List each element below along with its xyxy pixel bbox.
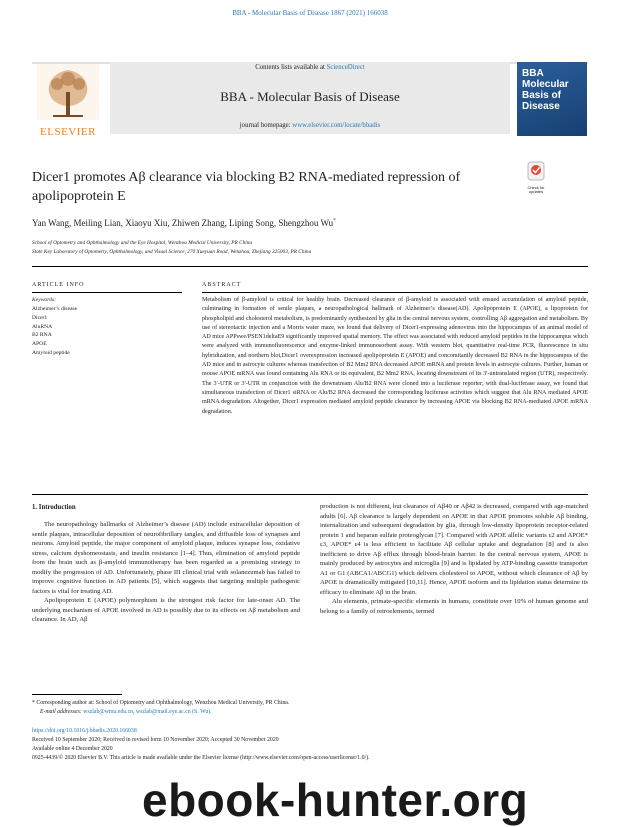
received-dates: Received 10 September 2020; Received in revised form 10 November 2020; Accepted 30 November 2020 xyxy=(32,737,279,743)
elsevier-tree-icon xyxy=(33,62,103,122)
doi-link[interactable]: https://doi.org/10.1016/j.bbadis.2020.166038 xyxy=(32,728,137,734)
paragraph: The neuropathology hallmarks of Alzheimer’s disease (AD) include extracellular deposition of senile plaques, intracellular deposition of neurofibrillary tangles, and diffusible loss of synapses and neurons. Amyloid peptide, the major component of amyloid plaque, induces synapse loss, oxidative stress, calcium dyshomeostasis, and insulin resistance [1–4]. Thus, elimination of amyloid peptide from the brain such as β-amyloid immunotherapy has been regarded as a promising strategy to modify the progression of AD. Unfortunately, phase III clinical trial with solanezumab has failed to improve cognitive function in AD patients [5], which suggests that targeting multiple pathogenic factors is vital for treating AD. xyxy=(32,521,300,595)
abstract-text: Metabolism of β-amyloid is critical for healthy brain. Decreased clearance of β-amyloid is associated with ensued accumulation of amyloid peptide, culminating in formation of senile plaques, a neuropathological hallmark of Alzheimer’s disease(AD). Apolipoprotein E (APOE), a lipoprotein for phospholipid and cholesterol metabolism, is predominantly synthesized by glia in the central nervous system, controlling Aβ aggregation and metabolism. By use of stereotactic injection and a Morris water maze, we found that delivery of Dicer1-expressing adenovirus into the hippocampus of an animal model of AD mice APPswe/PSEN1deltaE9 significantly improved spatial memory. The effect was associated with reduced amyloid peptides in the hippocampus which were analyzed with immunofluorescence and enzyme-linked immunosorbent assay. With western blot, quantitative real-time PCR, fluorescence in situ hybridization, and northern blot,Dicer1 overexpression increased apolipoprotein E (APOE) and concomitantly decreased B2 RNA in the hippocampus of the AD mice and in astrocyte cultures whereas transfection of B2 Mm2 RNA decreased APOE mRNA and protein levels in astrocyte cultures. Further, human or mouse APOE mRNA was found containing Alu RNA or its equivalent, B2 Mm2 RNA, locating downstream of its 3′-untranslated region (UTR), respectively. The 3′-UTR or 3′-UTR in conjunction with the downstream Alu/B2 RNA were cloned into a luciferase reporter; with dual-luciferase assay, we found that simultaneous transfection of Dicer1 siRNA or Alu/B2 RNA decreased the corresponding luciferase activities which suggest that Alu RNA mediated APOE mRNA degradation. Altogether, Dicer1 expression mediated amyloid peptide clearance by increasing APOE via blocking B2 RNA-mediated APOE mRNA degradation. xyxy=(202,297,588,415)
footnote-rule xyxy=(32,694,122,695)
contents-prefix: Contents lists available at xyxy=(255,64,327,71)
divider-top xyxy=(32,266,588,267)
article-title: Dicer1 promotes Aβ clearance via blocking B2 RNA-mediated repression of apolipoprotein E xyxy=(32,170,461,204)
available-online: Available online 4 December 2020 xyxy=(32,746,113,752)
journal-name: BBA - Molecular Basis of Disease xyxy=(220,89,400,104)
authors-text: Yan Wang, Meiling Lian, Xiaoyu Xiu, Zhiwen Zhang, Liping Song, Shengzhou Wu xyxy=(32,218,334,228)
keyword: AluRNA xyxy=(32,323,53,330)
elsevier-logo xyxy=(33,62,103,138)
section-heading-introduction: 1. Introduction xyxy=(32,504,76,511)
journal-cover xyxy=(517,62,587,136)
sciencedirect-link[interactable]: ScienceDirect xyxy=(326,64,365,71)
abstract-heading: ABSTRACT xyxy=(202,282,242,288)
info-rule xyxy=(32,292,182,293)
keyword: Alzheimer’s disease xyxy=(32,306,78,312)
homepage-link[interactable]: www.elsevier.com/locate/bbadis xyxy=(292,122,381,129)
corresponding-footnote: * Corresponding author at: School of Optometry and Ophthalmology, Wenzhou Medical University, PR China. xyxy=(32,700,290,706)
affiliation-1: School of Optometry and Ophthalmology and the Eye Hospital, Wenzhou Medical University, PR China xyxy=(32,240,253,246)
keyword: Dicer1 xyxy=(32,314,48,321)
article-info-heading: ARTICLE INFO xyxy=(32,282,85,288)
paragraph: production is not different, but clearance of Aβ40 or Aβ42 is decreased, compared with age-matched adults [6]. Aβ clearance is largely dependent on APOE in that APOE promotes soluble Aβ binding, internalization and subsequent degradation by glia, through low-density lipoprotein receptor-related protein 1 and heparan sulfate proteoglycan [7]. Compared with APOE allelic variants ε2 and APOE* ε3, APOE* ε4 is less efficient to facilitate Aβ cellular uptake and degradation [8] and is also inefficient to drive Aβ efflux through blood-brain barrier. In the central nervous system, APOE is mainly produced by astrocytes and microglia [9] and is lipidated by ATP-binding cassette transporter A1 or G1 (ABCA1/ABCG1) which delivers cholesterol to APOE, without which clearance of Aβ by APOE is dramatically mitigated [10,11]. Hence, APOE isoform and its lipidation status determine its efficacy to eliminate Aβ in the brain. xyxy=(320,503,588,596)
affiliation-2: State Key Laboratory of Optometry, Ophthalmology, and Visual Science, 270 Xueyuan Road, Wenzhou, Zhejiang 325003, PR China xyxy=(32,249,312,255)
corresponding-mark[interactable]: * xyxy=(333,218,337,224)
contents-line xyxy=(110,64,510,71)
homepage-line xyxy=(110,122,510,129)
keywords-label: Keywords: xyxy=(32,297,57,303)
watermark: ebook-hunter.org xyxy=(142,774,529,826)
body-column-right xyxy=(320,502,588,616)
email-label: E-mail addresses: xyxy=(40,709,84,715)
citation-line[interactable]: BBA - Molecular Basis of Disease 1867 (2021) 166038 xyxy=(232,9,388,17)
cover-title: BBA Molecular Basis of Disease xyxy=(522,68,569,112)
keyword: APOE xyxy=(32,341,47,348)
abstract-rule xyxy=(202,292,588,293)
paragraph: Apolipoprotein E (APOE) polymorphism is the strongest risk factor for late-onset AD. The underlying mechanism of APOE involved in AD is possibly due to its effects on Aβ metabolism and clearance. In AD, Aβ xyxy=(32,597,300,623)
body-column-left xyxy=(32,520,300,625)
keyword: Amyloid peptide xyxy=(32,349,70,356)
badge-label: Check for updates xyxy=(527,185,545,194)
homepage-prefix: journal homepage: xyxy=(239,122,293,129)
license-line: 0925-4439/© 2020 Elsevier B.V. This article is made available under the Elsevier license (http://www.elsevier.com/open-access/userlicense/1.0/). xyxy=(32,755,370,761)
author-list xyxy=(32,218,336,228)
elsevier-wordmark: ELSEVIER xyxy=(40,126,96,138)
keyword: B2 RNA xyxy=(32,332,52,339)
divider-abstract-end xyxy=(32,494,588,495)
email-footnote xyxy=(40,708,212,717)
check-for-updates-badge[interactable] xyxy=(521,161,551,194)
keywords-list xyxy=(32,305,77,358)
check-for-updates-icon xyxy=(521,161,551,181)
email-links[interactable]: wszlab@wmu.edu.cn, wszlab@mail.eye.ac.cn (S. Wu). xyxy=(83,709,212,715)
paragraph: Alu elements, primate-specific elements in humans, constitute over 10% of human genome and belong to a family of retroelements, termed xyxy=(320,598,588,615)
